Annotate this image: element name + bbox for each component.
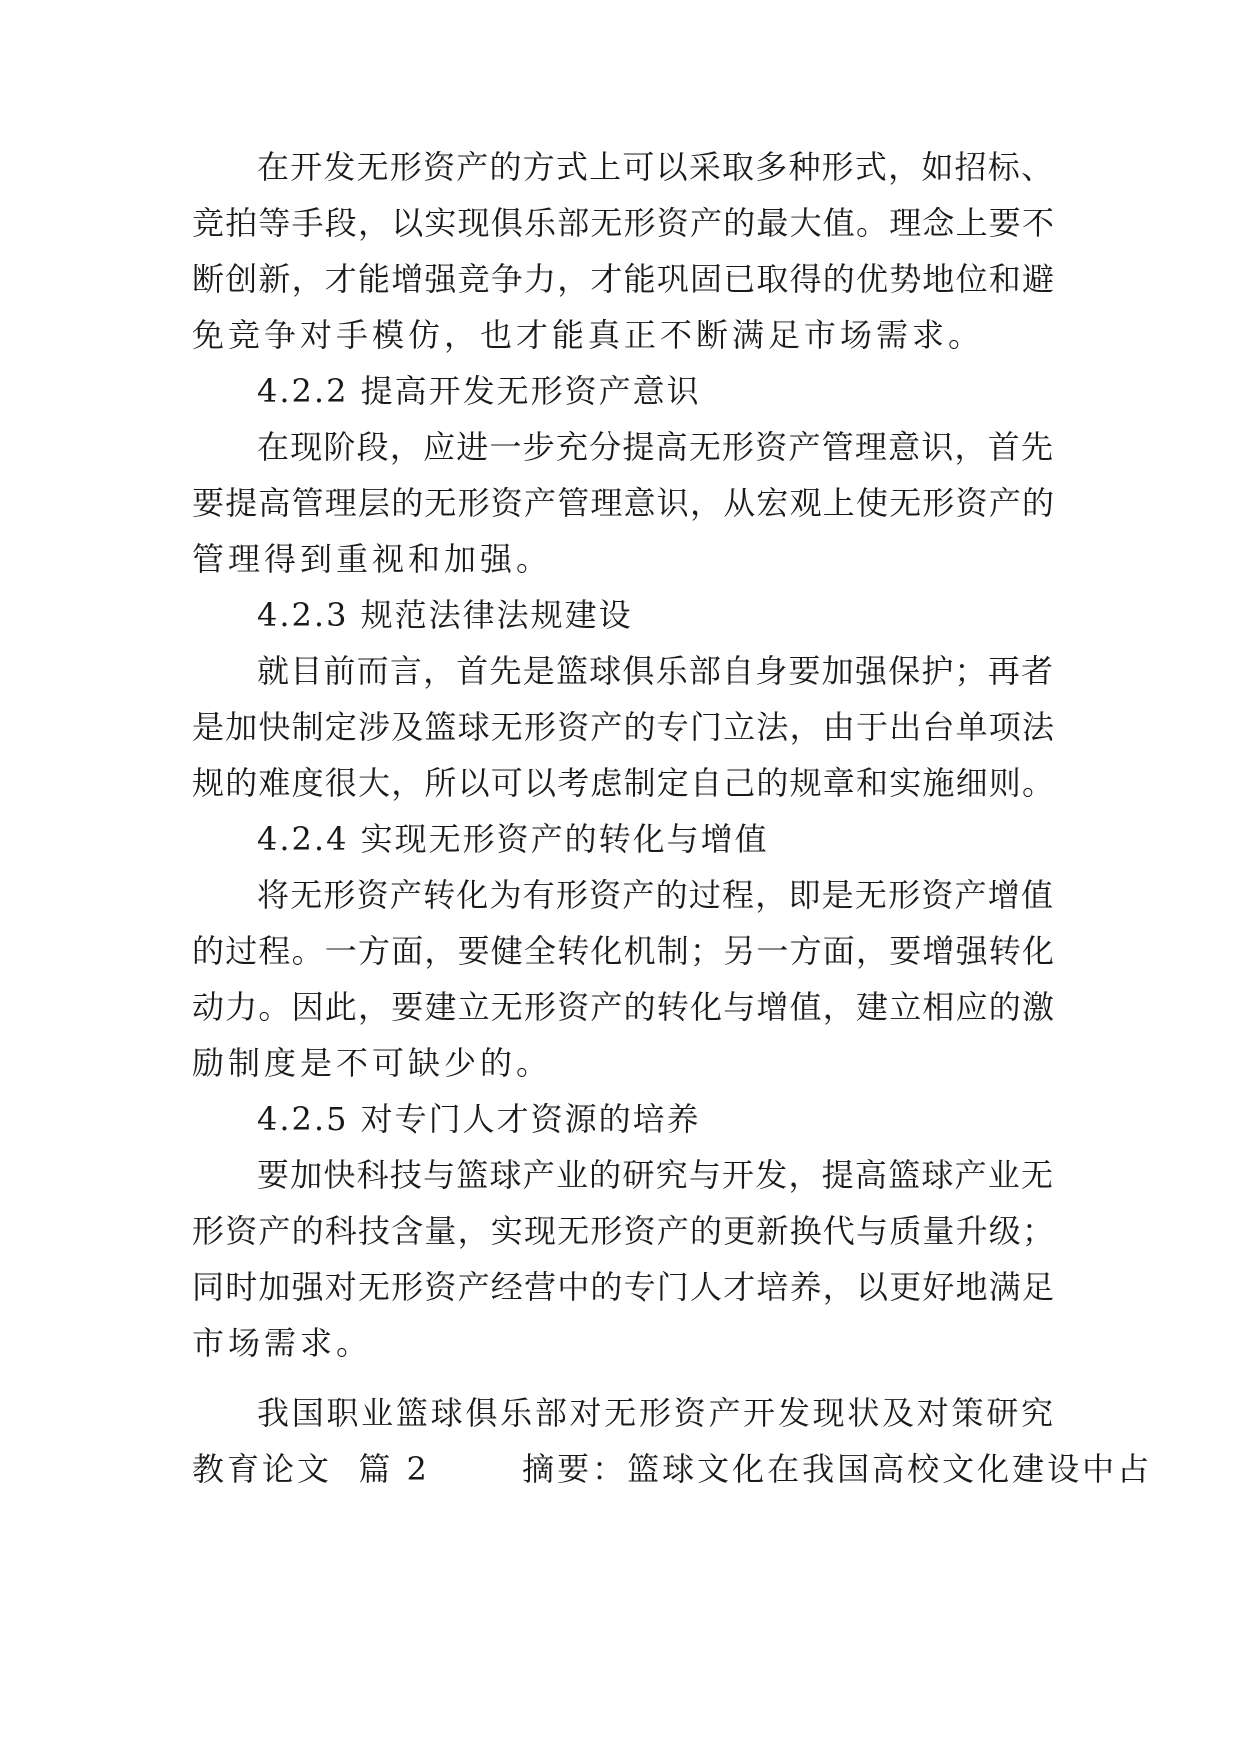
section-heading-4-2-5: 4.2.5 对专门人才资源的培养 <box>257 1100 701 1138</box>
paragraph-line: 动力。因此，要建立无形资产的转化与增值，建立相应的激 <box>192 988 1054 1026</box>
paragraph-line: 竞拍等手段，以实现俱乐部无形资产的最大值。理念上要不 <box>192 204 1054 242</box>
paragraph-line: 市场需求。 <box>192 1324 373 1362</box>
section-heading-4-2-2: 4.2.2 提高开发无形资产意识 <box>257 372 701 410</box>
paragraph-line: 要提高管理层的无形资产管理意识，从宏观上使无形资产的 <box>192 484 1054 522</box>
paragraph-line: 的过程。一方面，要健全转化机制；另一方面，要增强转化 <box>192 932 1054 970</box>
paragraph-line: 将无形资产转化为有形资产的过程，即是无形资产增值 <box>257 876 1053 914</box>
paragraph-line: 规的难度很大，所以可以考虑制定自己的规章和实施细则。 <box>192 764 1054 802</box>
article-title-line: 我国职业篮球俱乐部对无形资产开发现状及对策研究 <box>257 1394 1053 1432</box>
paragraph-line: 就目前而言，首先是篮球俱乐部自身要加强保护；再者 <box>257 652 1053 690</box>
paragraph-line: 励制度是不可缺少的。 <box>192 1044 553 1082</box>
paragraph-line: 在开发无形资产的方式上可以采取多种形式，如招标、 <box>257 148 1053 186</box>
paragraph-line: 管理得到重视和加强。 <box>192 540 553 578</box>
paragraph-line: 免竞争对手模仿，也才能真正不断满足市场需求。 <box>192 316 985 354</box>
paragraph-line: 在现阶段，应进一步充分提高无形资产管理意识，首先 <box>257 428 1053 466</box>
paragraph-line: 断创新，才能增强竞争力，才能巩固已取得的优势地位和避 <box>192 260 1054 298</box>
section-heading-4-2-3: 4.2.3 规范法律法规建设 <box>257 596 633 634</box>
paragraph-line: 要加快科技与篮球产业的研究与开发，提高篮球产业无 <box>257 1156 1053 1194</box>
article-title-abstract-line: 教育论文 篇 2 摘要：篮球文化在我国高校文化建设中占 <box>192 1450 1153 1488</box>
paragraph-line: 是加快制定涉及篮球无形资产的专门立法，由于出台单项法 <box>192 708 1054 746</box>
paragraph-line: 形资产的科技含量，实现无形资产的更新换代与质量升级； <box>192 1212 1054 1250</box>
paragraph-line: 同时加强对无形资产经营中的专门人才培养，以更好地满足 <box>192 1268 1054 1306</box>
section-heading-4-2-4: 4.2.4 实现无形资产的转化与增值 <box>257 820 769 858</box>
